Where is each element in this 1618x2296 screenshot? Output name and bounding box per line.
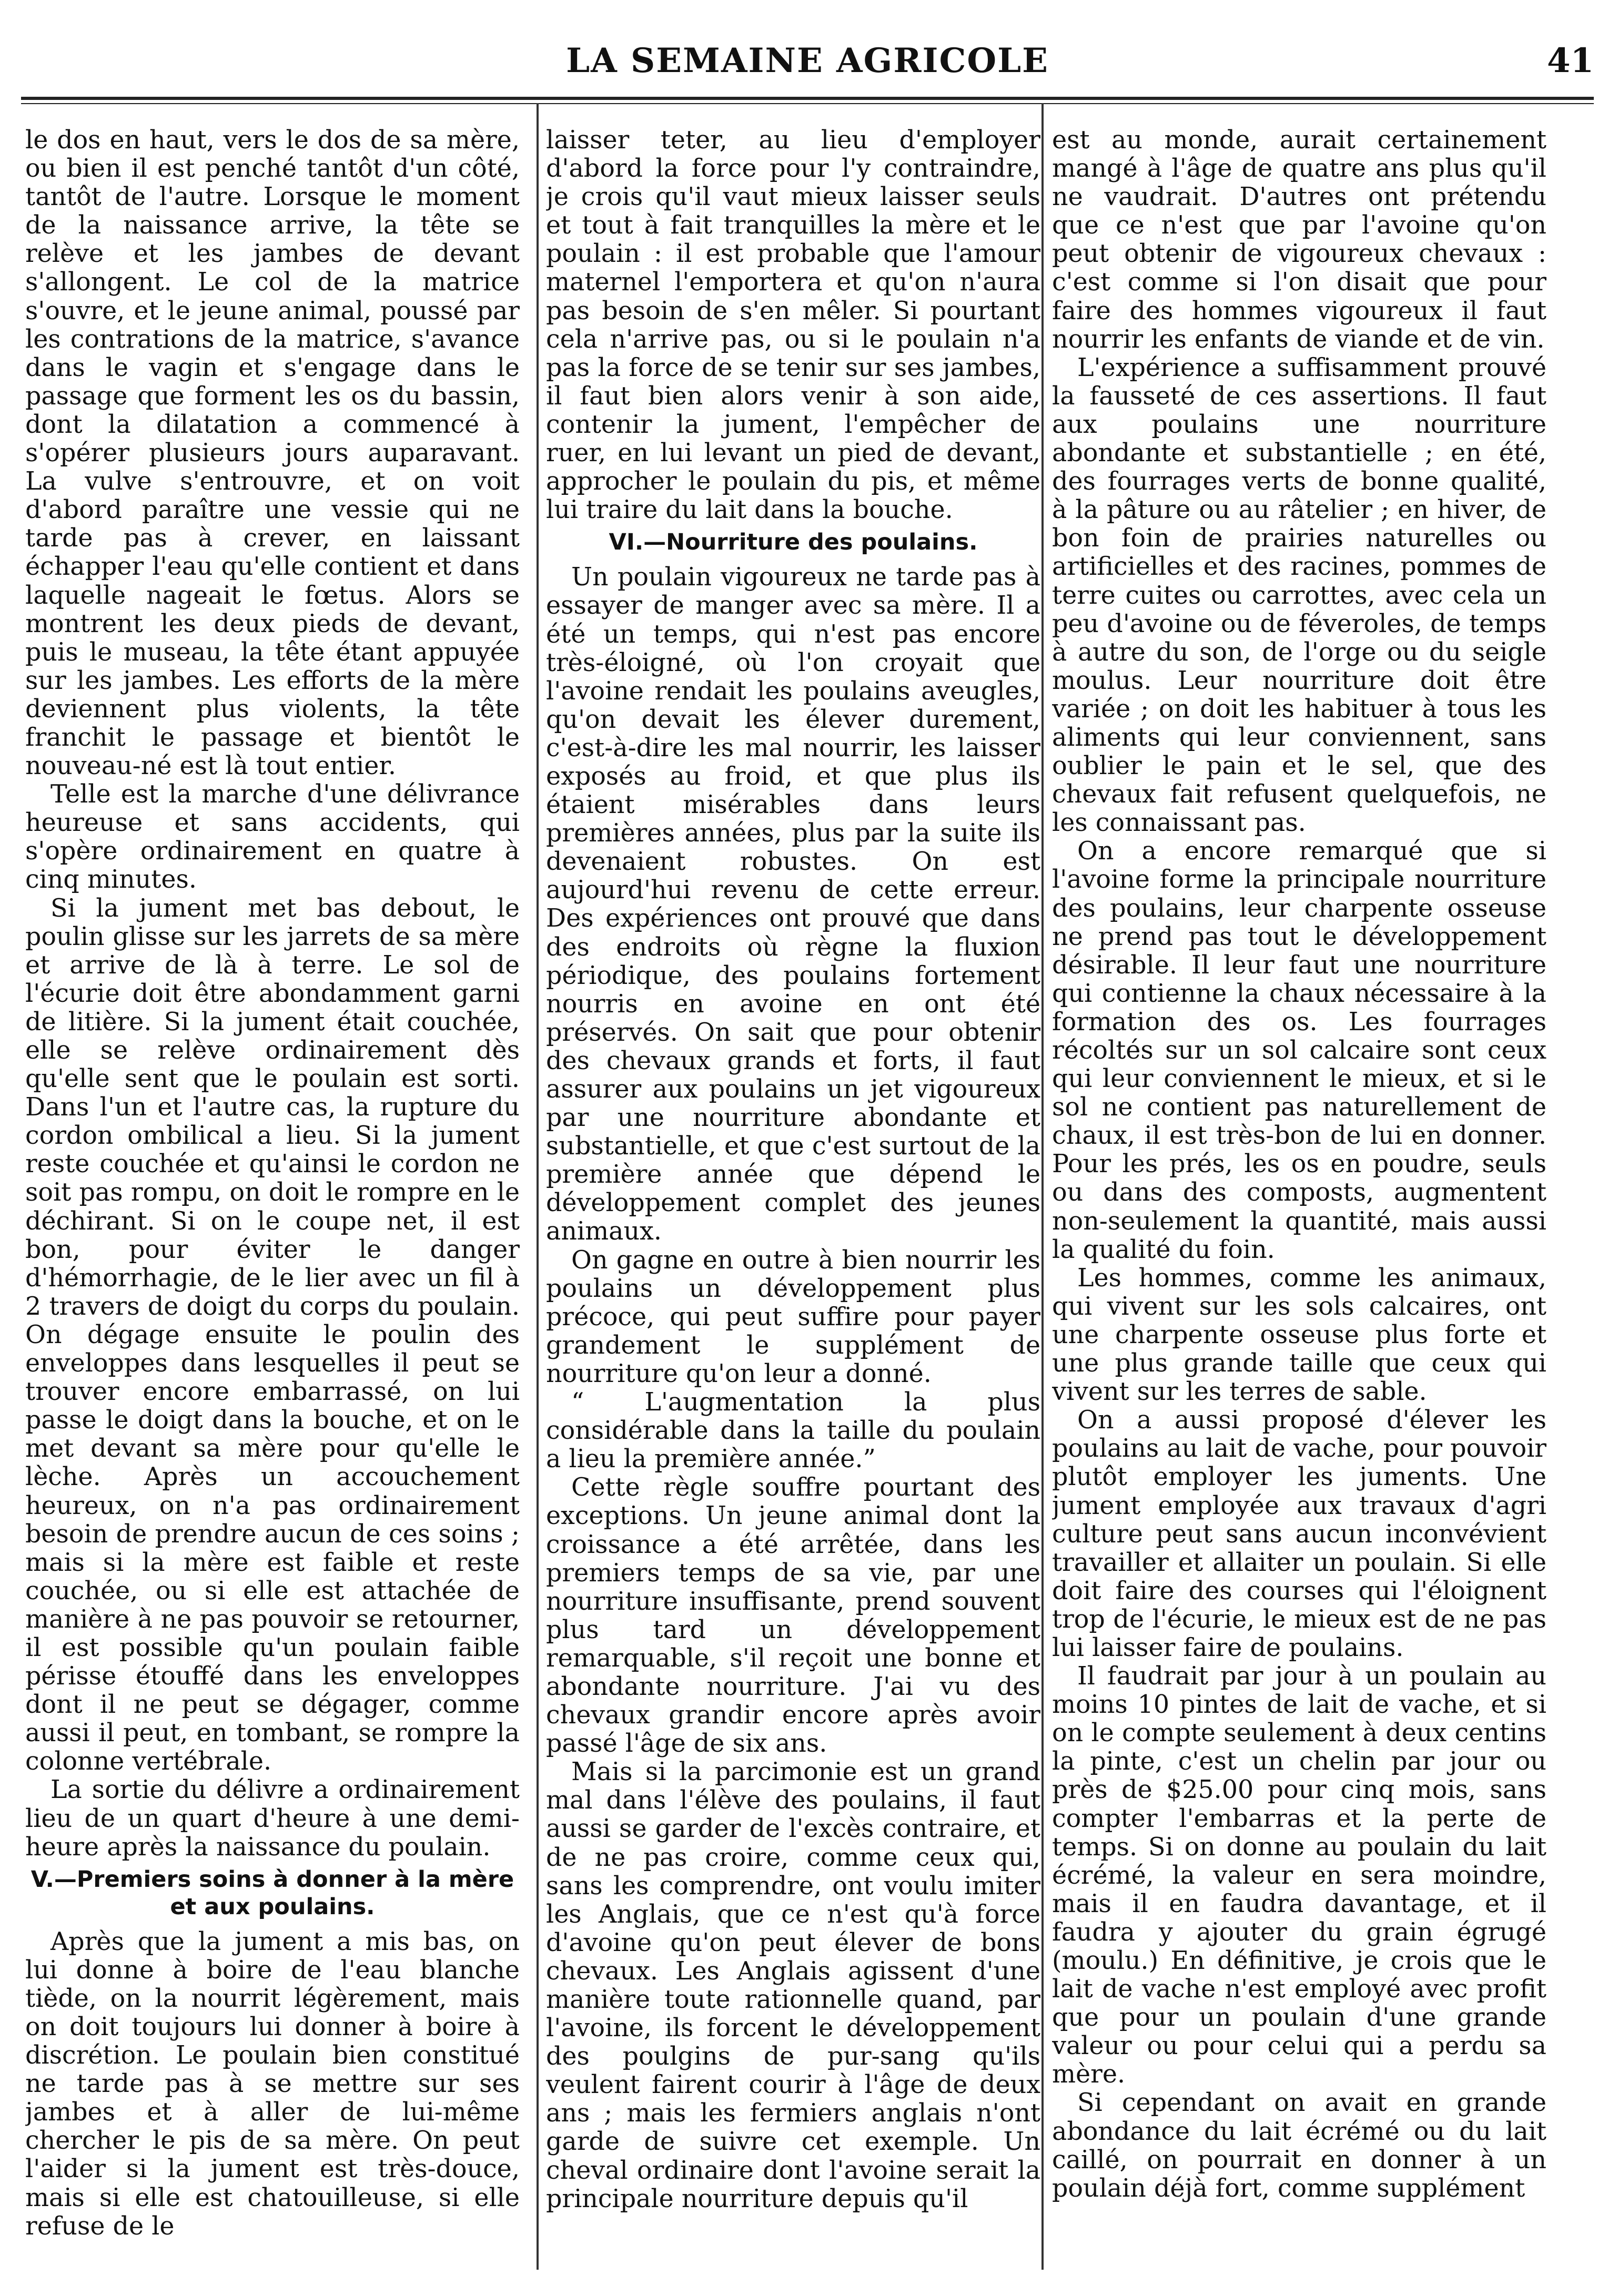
paragraph: laisser teter, au lieu d'employer d'abord la force pour l'y contraindre, je crois qu'il vaut mieux laisser seuls et tout à fait tranquilles la mère et le poulain : il est probable que l'amour maternel l'emportera et qu'on n'aura pas besoin de s'en mêler. Si pourtant cela n'arrive pas, ou si le poulain n'a pas la force de se tenir sur ses jambes, il faut bien alors venir à son aide, contenir la jument, l'empêcher de ruer, en lui levant un pied de devant, approcher le poulain du pis, et même lui traire du lait dans la bouche. xyxy=(546,126,1040,525)
paragraph: Mais si la parcimonie est un grand mal dans l'élève des poulains, il faut aussi se garder de l'excès contraire, et de ne pas croire, comme ceux qui, sans les comprendre, ont voulu imiter les Anglais, que ce n'est qu'à force d'avoine qu'on peut élever de bons chevaux. Les Anglais agissent d'une manière toute rationnelle quand, par l'avoine, ils forcent le développement des poulgins de pur-sang qu'ils veulent fairent courir à l'âge de deux ans ; mais les fermiers anglais n'ont garde de suivre cet exemple. Un cheval ordinaire dont l'avoine serait la principale nourriture depuis qu'il xyxy=(546,1757,1040,2213)
paragraph: “ L'augmentation la plus considérable dans la taille du poulain a lieu la première année.” xyxy=(546,1388,1040,1474)
paragraph: Un poulain vigoureux ne tarde pas à essayer de manger avec sa mère. Il a été un temps, qui n'est pas encore très-éloigné, où l'on croyait que l'avoine rendait les poulains aveugles, qu'on devait les élever durement, c'est-à-dire les mal nourrir, les laisser exposés au froid, et que plus ils étaient misérables dans leurs premières années, plus par la suite ils devenaient robustes. On est aujourd'hui revenu de cette erreur. Des expériences ont prouvé que dans des endroits où règne la fluxion périodique, des poulains fortement nourris en avoine en ont été préservés. On sait que pour obtenir des chevaux grands et forts, il faut assurer aux poulains un jet vigoureux par une nourriture abondante et substantielle, et que c'est surtout de la première année que dépend le développement complet des jeunes animaux. xyxy=(546,563,1040,1246)
paragraph: est au monde, aurait certainement mangé à l'âge de quatre ans plus qu'il ne vaudrait. D'autres ont prétendu que ce n'est que par l'avoine qu'on peut obtenir de vigoureux chevaux : c'est comme si l'on disait que pour faire des hommes vigoureux il faut nourrir les enfants de viande et de vin. xyxy=(1052,126,1546,354)
publication-title: LA SEMAINE AGRICOLE xyxy=(566,41,1049,80)
page-number: 41 xyxy=(1546,41,1594,80)
paragraph: La sortie du délivre a ordinairement lieu de un quart d'heure à une demi-heure après la naissance du poulain. xyxy=(25,1775,520,1862)
column-1 xyxy=(25,126,520,2272)
page-header xyxy=(21,32,1594,95)
paragraph: Telle est la marche d'une délivrance heureuse et sans accidents, qui s'opère ordinairement en quatre à cinq minutes. xyxy=(25,780,520,895)
header-rule xyxy=(21,97,1594,100)
paragraph: Les hommes, comme les animaux, qui vivent sur les sols calcaires, ont une charpente osseuse plus forte et une plus grande taille que ceux qui vivent sur les terres de sable. xyxy=(1052,1263,1546,1407)
column-divider xyxy=(537,103,539,2270)
section-heading: VI.—Nourriture des poulains. xyxy=(609,529,978,556)
paragraph: Cette règle souffre pourtant des exceptions. Un jeune animal dont la croissance a été arrêtée, dans les premiers temps de sa vie, par une nourriture insuffisante, prend souvent plus tard un développement remarquable, s'il reçoit une bonne et abondante nourriture. J'ai vu des chevaux grandir encore après avoir passé l'âge de six ans. xyxy=(546,1473,1040,1759)
column-divider xyxy=(1041,103,1044,2270)
column-2 xyxy=(546,126,1040,2272)
header-rule-thin xyxy=(21,103,1594,104)
paragraph: le dos en haut, vers le dos de sa mère, ou bien il est penché tantôt d'un côté, tantôt de l'autre. Lorsque le moment de la naissance arrive, la tête se relève et les jambes de devant s'allongent. Le col de la matrice s'ouvre, et le jeune animal, poussé par les contrations de la matrice, s'avance dans le vagin et s'engage dans le passage que forment les os du bassin, dont la dilatation a commencé à s'opérer plusieurs jours auparavant. La vulve s'entrouvre, et on voit d'abord paraître une vessie qui ne tarde pas à crever, en laissant échapper l'eau qu'elle contient et dans laquelle nageait le fœtus. Alors se montrent les deux pieds de devant, puis le museau, la tête étant appuyée sur les jambes. Les efforts de la mère deviennent plus violents, la tête franchit le passage et bientôt le nouveau-né est là tout entier. xyxy=(25,126,520,781)
paragraph: L'expérience a suffisamment prouvé la fausseté de ces assertions. Il faut aux poulains une nourriture abondante et substantielle ; en été, des fourrages verts de bonne qualité, à la pâture ou au râtelier ; en hiver, de bon foin de prairies naturelles ou artificielles et des racines, pommes de terre cuites ou carrottes, avec cela un peu d'avoine ou de féveroles, de temps à autre du son, de l'orge ou du seigle moulus. Leur nourriture doit être variée ; on doit les habituer à tous les aliments qui leur conviennent, sans oublier le pain et le sel, que des chevaux fait refusent quelquefois, ne les connaissant pas. xyxy=(1052,353,1546,838)
section-heading: V.—Premiers soins à donner à la mère et aux poulains. xyxy=(31,1866,514,1920)
paragraph: Après que la jument a mis bas, on lui donne à boire de l'eau blanche tiède, on la nourrit légèrement, mais on doit toujours lui donner à boire à discrétion. Le poulain bien constitué ne tarde pas à se mettre sur ses jambes et à aller de lui-même chercher le pis de sa mère. On peut l'aider si la jument est très-douce, mais si elle est chatouilleuse, si elle refuse de le xyxy=(25,1927,520,2241)
paragraph: Si la jument met bas debout, le poulin glisse sur les jarrets de sa mère et arrive de là à terre. Le sol de l'écurie doit être abondamment garni de litière. Si la jument était couchée, elle se relève ordinairement dès qu'elle sent que le poulain est sorti. Dans l'un et l'autre cas, la rupture du cordon ombilical a lieu. Si la jument reste couchée et qu'ainsi le cordon ne soit pas rompu, on doit le rompre en le déchirant. Si on le coupe net, il est bon, pour éviter le danger d'hémorrhagie, de le lier avec un fil à 2 travers de doigt du corps du poulain. On dégage ensuite le poulin des enveloppes dans lesquelles il peut se trouver encore embarrassé, on lui passe le doigt dans la bouche, et on le met devant sa mère pour qu'elle le lèche. Après un accouchement heureux, on n'a pas ordinairement besoin de prendre aucun de ces soins ; mais si la mère est faible et reste couchée, ou si elle est attachée de manière à ne pas pouvoir se retourner, il est possible qu'un poulain faible périsse étouffé dans les enveloppes dont il ne peut se dégager, comme aussi il peut, en tombant, se rompre la colonne vertébrale. xyxy=(25,893,520,1776)
paragraph: On a encore remarqué que si l'avoine forme la principale nourriture des poulains, leur charpente osseuse ne prend pas tout le développement désirable. Il leur faut une nourriture qui contienne la chaux nécessaire à la formation des os. Les fourrages récoltés sur un sol calcaire sont ceux qui leur conviennent le mieux, et si le sol ne contient pas naturellement de chaux, il est très-bon de lui en donner. Pour les prés, les os en poudre, seuls ou dans des composts, augmentent non-seulement la quantité, mais aussi la qualité du foin. xyxy=(1052,837,1546,1264)
paragraph: Si cependant on avait en grande abondance du lait écrémé ou du lait caillé, on pourrait en donner à un poulain déjà fort, comme supplément xyxy=(1052,2088,1546,2203)
paragraph: On gagne en outre à bien nourrir les poulains un développement plus précoce, qui peut suffire pour payer grandement le supplément de nourriture qu'on leur a donné. xyxy=(546,1245,1040,1388)
paragraph: Il faudrait par jour à un poulain au moins 10 pintes de lait de vache, et si on le compte seulement à deux centins la pinte, c'est un chelin par jour ou près de $25.00 pour cinq mois, sans compter l'embarras et la perte de temps. Si on donne au poulain du lait écrémé, la valeur en sera moindre, mais il en faudra davantage, et il faudra y ajouter du grain égrugé (moulu.) En définitive, je crois que le lait de vache n'est employé avec profit que pour un poulain d'une grande valeur ou pour celui qui a perdu sa mère. xyxy=(1052,1662,1546,2089)
column-3 xyxy=(1052,126,1546,2272)
paragraph: On a aussi proposé d'élever les poulains au lait de vache, pour pouvoir plutôt employer les juments. Une jument employée aux travaux d'agri culture peut sans aucun inconvévient travailler et allaiter un poulain. Si elle doit faire des courses qui l'éloignent trop de l'écurie, le mieux est de ne pas lui laisser faire de poulains. xyxy=(1052,1406,1546,1662)
